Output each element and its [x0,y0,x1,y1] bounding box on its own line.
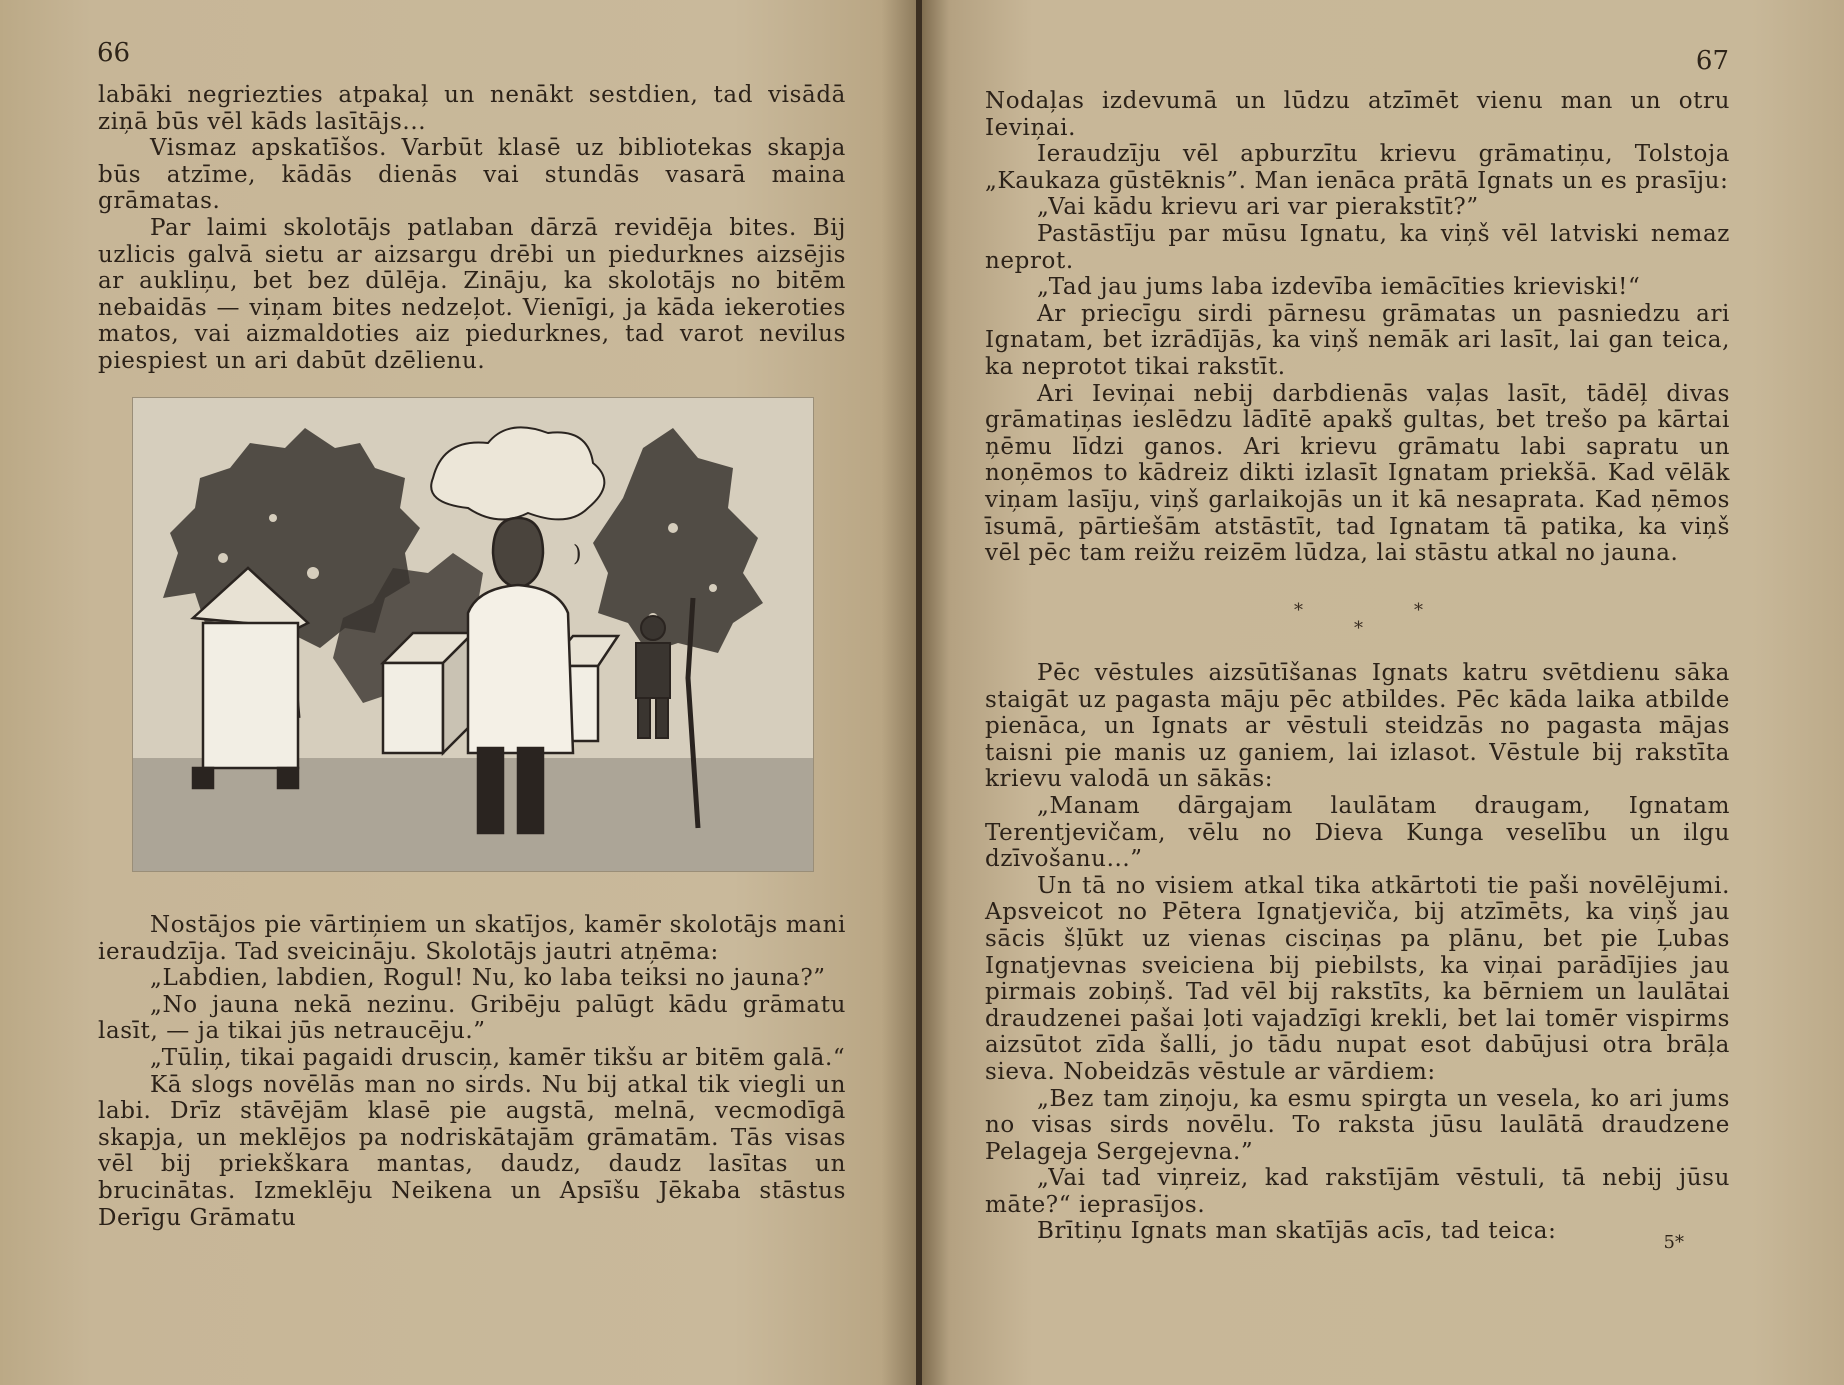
right-text-top [985,88,1730,567]
left-text-top [98,82,846,375]
paragraph: Pēc vēstules aizsūtīšanas Ignats katru svētdienu sāka staigāt uz pagasta māju pēc atbildes. Pēc kāda laika atbilde pienāca, un Ignats ar vēstuli steidzās no pagasta mājas taisni pie manis uz ganiem, lai izlasot. Vēstule bij rakstīta krievu valodā un sākās: [985,660,1730,793]
paragraph: „Labdien, labdien, Rogul! Nu, ko laba teiksi no jauna?” [150,965,826,992]
paragraph: „Tad jau jums laba izdevība iemācīties krieviski!“ [1037,274,1641,301]
paragraph: Brītiņu Ignats man skatījās acīs, tad teica: [1037,1218,1557,1245]
paragraph: Nodaļas izdevumā un lūdzu atzīmēt vienu man un otru Ieviņai. [985,88,1730,141]
paragraph: Vismaz apskatīšos. Varbūt klasē uz bibliotekas skapja būs atzīme, kādās dienās vai stundās vasarā maina grāmatas. [98,135,846,215]
paragraph: „Vai tad viņreiz, kad rakstījām vēstuli, tā nebij jūsu māte?“ ieprasījos. [985,1165,1730,1218]
paragraph: Par laimi skolotājs patlaban dārzā revidēja bites. Bij uzlicis galvā sietu ar aizsargu drēbi un piedurknes aizsējis ar aukliņu, bet bez dūlēja. Zināju, ka skolotājs no bitēm nebaidās — viņam bites nedzeļot. Vienīgi, ja kāda iekeroties matos, vai aizmaldoties aiz piedurknes, tad varot nevilus piespiest un ari dabūt dzēlienu. [98,214,846,374]
paragraph: Nostājos pie vārtiņiem un skatījos, kamēr skolotājs mani ieraudzīja. Tad sveicināju. Skolotājs jautri atņēma: [98,912,846,965]
beekeeper-illustration [132,397,814,872]
left-page [0,0,918,1385]
paragraph: „Vai kādu krievu ari var pierakstīt?” [1037,194,1479,221]
paragraph: Pastāstīju par mūsu Ignatu, ka viņš vēl latviski nemaz neprot. [985,220,1730,274]
paragraph: Ar priecīgu sirdi pārnesu grāmatas un pasniedzu ari Ignatam, bet izrādījās, ka viņš nemāk ari lasīt, lai gan teica, ka neprotot tikai rakstīt. [985,300,1730,380]
paragraph: „No jauna nekā nezinu. Gribēju palūgt kādu grāmatu lasīt, — ja tikai jūs netraucēju.” [98,991,846,1045]
paragraph: Kā slogs novēlās man no sirds. Nu bij atkal tik viegli un labi. Drīz stāvējām klasē pie augstā, melnā, vecmodīgā skapja, un meklējos pa nodriskātajām grāmatām. Tās visas vēl bij priekškara mantas, daudz, daudz lasītas un brucinātas. Izmeklēju Neikena un Apsīšu Jēkaba stāstus Derīgu Grāmatu [98,1071,846,1231]
paragraph: Un tā no visiem atkal tika atkārtoti tie paši novēlējumi. Apsveicot no Pētera Ignatjeviča, bij atzīmēts, ka viņš jau sācis šļūkt uz vienas cisciņas pa plānu, bet pie Ļubas Ignatjevnas sveiciena bij piebilsts, ka viņai parādījies jau pirmais zobiņš. Tad vēl bij rakstīts, ka bērniem un laulātai draudzenei pašai ļoti vajadzīgi krekli, bet lai tomēr vispirms aizsūtot zīda šalli, jo tādu nupat esot dabūjusi otra brāļa sieva. Nobeidzās vēstule ar vārdiem: [985,872,1730,1085]
page-number-right: 67 [1695,46,1729,76]
signature-mark: 5* [1663,1232,1684,1253]
paragraph: labāki negriezties atpakaļ un nenākt sestdien, tad visādā ziņā būs vēl kāds lasītājs... [98,82,846,135]
svg-text:): ) [573,542,582,567]
page-number-left: 66 [97,38,131,68]
section-break [1270,600,1450,640]
paragraph: „Manam dārgajam laulātam draugam, Ignatam Terentjevičam, vēlu no Dieva Kunga veselību un ilgu dzīvošanu...” [985,792,1730,873]
section-star: * [1354,618,1363,639]
paragraph: Ari Ieviņai nebij darbdienās vaļas lasīt, tādēļ divas grāmatiņas ieslēdzu lādītē apakš gultas, bet trešo pa kārtai ņēmu līdzi ganos. Ari krievu grāmatu labi sapratu un noņēmos to kādreiz dikti izlasīt Ignatam priekšā. Kad vēlāk viņam lasīju, viņš garlaikojās un it kā nesaprata. Kad ņēmos īsumā, pārtiešām atstāstīt, tad Ignatam tā patika, ka viņš vēl pēc tam reižu reizēm lūdza, lai stāstu atkal no jauna. [985,380,1730,567]
paragraph: „Tūliņ, tikai pagaidi drusciņ, kamēr tikšu ar bitēm galā.“ [150,1044,846,1071]
paragraph: „Bez tam ziņoju, ka esmu spirgta un vesela, ko ari jums no visas sirds novēlu. To raksta jūsu laulātā draudzene Pelageja Sergejevna.” [985,1085,1730,1165]
section-star: * [1294,600,1303,621]
right-text-bottom [985,660,1730,1245]
left-text-bottom [98,912,846,1231]
section-star: * [1414,600,1423,621]
paragraph: Ieraudzīju vēl apburzītu krievu grāmatiņu, Tolstoja „Kaukaza gūstēknis”. Man ienāca prātā Ignats un es prasīju: [985,141,1730,194]
